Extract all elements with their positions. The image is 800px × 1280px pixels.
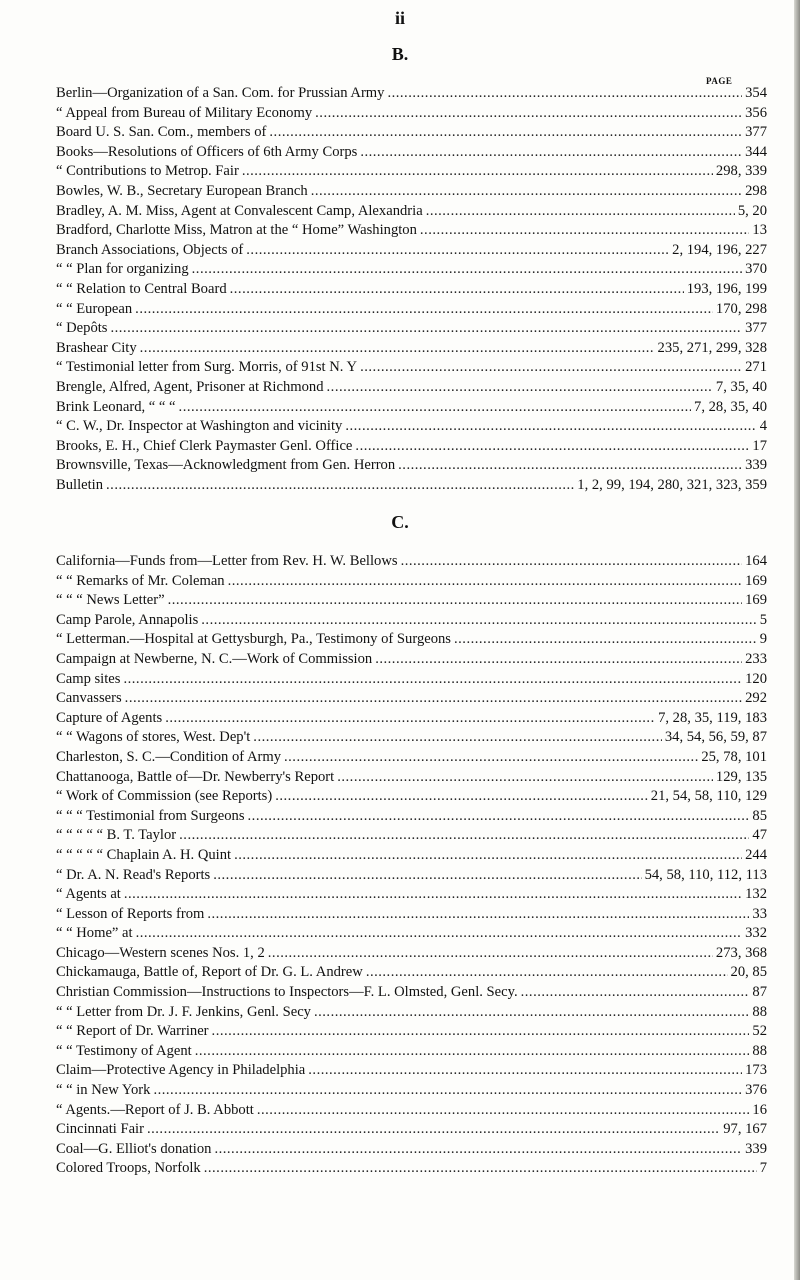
dot-leader — [153, 1081, 742, 1101]
index-section-b — [56, 84, 767, 495]
entry-text: Bowles, W. B., Secretary European Branch — [56, 182, 308, 199]
dot-leader — [269, 123, 742, 143]
dot-leader — [375, 650, 742, 670]
index-entry — [56, 84, 767, 104]
entry-text: “ Work of Commission (see Reports) — [56, 788, 273, 805]
entry-pages: 20, 85 — [730, 964, 767, 981]
entry-pages: 235, 271, 299, 328 — [657, 339, 767, 356]
index-entry — [56, 143, 767, 163]
entry-text: Brooks, E. H., Chief Clerk Paymaster Genl. Office — [56, 437, 353, 454]
entry-pages: 244 — [745, 846, 767, 863]
entry-text: Chickamauga, Battle of, Report of Dr. G. L. Andrew — [56, 964, 363, 981]
dot-leader — [454, 630, 757, 650]
entry-text: Camp Parole, Annapolis — [56, 611, 199, 628]
entry-text: “ “ Wagons of stores, West. Dep't — [56, 729, 251, 746]
dot-leader — [168, 591, 743, 611]
index-entry — [56, 300, 767, 320]
entry-text: “ Depôts — [56, 320, 108, 337]
entry-pages: 88 — [752, 1042, 767, 1059]
entry-pages: 7 — [759, 1160, 767, 1177]
index-entry — [56, 768, 767, 788]
entry-text: “ Dr. A. N. Read's Reports — [56, 866, 211, 883]
index-entry — [56, 963, 767, 983]
dot-leader — [248, 807, 750, 827]
dot-leader — [165, 709, 655, 729]
entry-pages: 169 — [745, 592, 767, 609]
dot-leader — [360, 143, 742, 163]
index-entry — [56, 260, 767, 280]
index-entry — [56, 846, 767, 866]
index-entry — [56, 748, 767, 768]
entry-text: “ C. W., Dr. Inspector at Washington and vicinity — [56, 418, 343, 435]
entry-pages: 16 — [752, 1101, 767, 1118]
entry-text: Brownsville, Texas—Acknowledgment from Gen. Herron — [56, 457, 396, 474]
section-heading-c: C. — [391, 512, 409, 532]
entry-text: “ “ “ “ “ B. T. Taylor — [56, 827, 177, 844]
entry-text: “ Lesson of Reports from — [56, 905, 205, 922]
entry-pages: 370 — [745, 261, 767, 278]
index-entry — [56, 591, 767, 611]
dot-leader — [136, 924, 743, 944]
entry-pages: 339 — [745, 457, 767, 474]
entry-text: “ “ “ “ “ Chaplain A. H. Quint — [56, 846, 232, 863]
dot-leader — [246, 241, 669, 261]
index-entry — [56, 417, 767, 437]
entry-text: Chicago—Western scenes Nos. 1, 2 — [56, 944, 265, 961]
entry-pages: 377 — [745, 124, 767, 141]
index-entry — [56, 709, 767, 729]
entry-text: Board U. S. San. Com., members of — [56, 124, 267, 141]
entry-pages: 120 — [745, 670, 767, 687]
entry-text: “ Agents at — [56, 886, 121, 903]
index-entry — [56, 456, 767, 476]
entry-pages: 292 — [745, 690, 767, 707]
entry-text: “ “ Letter from Dr. J. F. Jenkins, Genl. Secy — [56, 1003, 311, 1020]
dot-leader — [242, 162, 713, 182]
index-entry — [56, 807, 767, 827]
dot-leader — [207, 905, 749, 925]
entry-text: Books—Resolutions of Officers of 6th Army Corps — [56, 143, 358, 160]
entry-text: Camp sites — [56, 670, 121, 687]
index-entry — [56, 241, 767, 261]
dot-leader — [420, 221, 750, 241]
entry-pages: 193, 196, 199 — [686, 280, 767, 297]
entry-pages: 9 — [759, 631, 767, 648]
index-entry — [56, 826, 767, 846]
entry-pages: 4 — [759, 418, 767, 435]
index-entry — [56, 358, 767, 378]
dot-leader — [366, 963, 728, 983]
index-section-c — [56, 552, 767, 1179]
entry-pages: 1, 2, 99, 194, 280, 321, 323, 359 — [577, 476, 767, 493]
entry-pages: 173 — [745, 1062, 767, 1079]
entry-pages: 377 — [745, 320, 767, 337]
entry-text: “ Agents.—Report of J. B. Abbott — [56, 1101, 254, 1118]
dot-leader — [140, 339, 655, 359]
entry-pages: 170, 298 — [715, 300, 767, 317]
entry-pages: 7, 28, 35, 40 — [694, 398, 767, 415]
dot-leader — [314, 1003, 749, 1023]
dot-leader — [401, 552, 743, 572]
index-entry — [56, 1120, 767, 1140]
index-entry — [56, 1101, 767, 1121]
dot-leader — [284, 748, 698, 768]
entry-text: Capture of Agents — [56, 709, 163, 726]
entry-pages: 97, 167 — [723, 1121, 767, 1138]
dot-leader — [308, 1061, 742, 1081]
index-entry — [56, 670, 767, 690]
dot-leader — [345, 417, 756, 437]
entry-text: “ Contributions to Metrop. Fair — [56, 163, 239, 180]
index-entry — [56, 319, 767, 339]
dot-leader — [212, 1022, 750, 1042]
entry-text: “ “ Remarks of Mr. Coleman — [56, 572, 225, 589]
entry-pages: 21, 54, 58, 110, 129 — [650, 788, 767, 805]
entry-pages: 273, 368 — [715, 944, 767, 961]
entry-pages: 332 — [745, 925, 767, 942]
index-entry — [56, 162, 767, 182]
dot-leader — [124, 885, 742, 905]
entry-pages: 85 — [752, 807, 767, 824]
entry-text: “ “ Testimony of Agent — [56, 1042, 192, 1059]
dot-leader — [253, 728, 662, 748]
entry-text: “ Testimonial letter from Surg. Morris, of 91st N. Y — [56, 359, 358, 376]
entry-text: Chattanooga, Battle of—Dr. Newberry's Report — [56, 768, 335, 785]
index-entry — [56, 866, 767, 886]
entry-pages: 132 — [745, 886, 767, 903]
dot-leader — [315, 104, 742, 124]
entry-pages: 47 — [752, 827, 767, 844]
dot-leader — [213, 866, 641, 886]
dot-leader — [257, 1101, 750, 1121]
dot-leader — [125, 689, 742, 709]
entry-pages: 52 — [752, 1023, 767, 1040]
entry-text: “ Appeal from Bureau of Military Economy — [56, 104, 313, 121]
dot-leader — [337, 768, 713, 788]
index-entry — [56, 650, 767, 670]
dot-leader — [195, 1042, 750, 1062]
dot-leader — [106, 476, 574, 496]
entry-text: “ “ Relation to Central Board — [56, 280, 227, 297]
entry-pages: 2, 194, 196, 227 — [672, 241, 767, 258]
section-heading-b: B. — [391, 44, 409, 64]
entry-pages: 169 — [745, 572, 767, 589]
index-entry — [56, 104, 767, 124]
entry-pages: 233 — [745, 650, 767, 667]
index-entry — [56, 728, 767, 748]
entry-text: Bradford, Charlotte Miss, Matron at the “ Home” Washington — [56, 222, 417, 239]
dot-leader — [398, 456, 742, 476]
dot-leader — [228, 572, 743, 592]
index-entry — [56, 944, 767, 964]
entry-text: “ “ European — [56, 300, 133, 317]
entry-pages: 33 — [752, 905, 767, 922]
entry-pages: 88 — [752, 1003, 767, 1020]
index-entry — [56, 182, 767, 202]
entry-text: Branch Associations, Objects of — [56, 241, 244, 258]
index-entry — [56, 552, 767, 572]
entry-text: “ Letterman.—Hospital at Gettysburgh, Pa., Testimony of Surgeons — [56, 631, 451, 648]
entry-pages: 17 — [752, 437, 767, 454]
entry-text: Christian Commission—Instructions to Inspectors—F. L. Olmsted, Genl. Secy. — [56, 984, 518, 1001]
index-entry — [56, 630, 767, 650]
dot-leader — [179, 826, 749, 846]
index-entry — [56, 983, 767, 1003]
index-entry — [56, 1159, 767, 1179]
entry-pages: 271 — [745, 359, 767, 376]
entry-text: “ “ in New York — [56, 1082, 151, 1099]
entry-text: Bradley, A. M. Miss, Agent at Convalescent Camp, Alexandria — [56, 202, 423, 219]
entry-text: Brengle, Alfred, Agent, Prisoner at Richmond — [56, 378, 324, 395]
dot-leader — [110, 319, 742, 339]
index-entry — [56, 885, 767, 905]
dot-leader — [230, 280, 684, 300]
entry-pages: 7, 28, 35, 119, 183 — [658, 709, 767, 726]
index-entry — [56, 572, 767, 592]
dot-leader — [268, 944, 713, 964]
entry-text: “ “ “ News Letter” — [56, 592, 165, 609]
dot-leader — [521, 983, 750, 1003]
entry-pages: 298 — [745, 182, 767, 199]
index-entry — [56, 689, 767, 709]
index-entry — [56, 221, 767, 241]
page-column-label: PAGE — [706, 76, 733, 86]
entry-text: “ “ Home” at — [56, 925, 133, 942]
entry-text: Coal—G. Elliot's donation — [56, 1140, 212, 1157]
dot-leader — [360, 358, 742, 378]
dot-leader — [135, 300, 713, 320]
entry-pages: 164 — [745, 553, 767, 569]
index-entry — [56, 787, 767, 807]
index-entry — [56, 924, 767, 944]
index-entry — [56, 1022, 767, 1042]
entry-text: “ “ Report of Dr. Warriner — [56, 1023, 209, 1040]
dot-leader — [147, 1120, 720, 1140]
entry-pages: 13 — [752, 222, 767, 239]
entry-pages: 344 — [745, 143, 767, 160]
dot-leader — [327, 378, 713, 398]
entry-text: Brashear City — [56, 339, 137, 356]
dot-leader — [204, 1159, 757, 1179]
entry-pages: 5, 20 — [737, 202, 767, 219]
index-entry — [56, 611, 767, 631]
entry-pages: 339 — [745, 1140, 767, 1157]
entry-pages: 354 — [745, 85, 767, 101]
entry-text: Charleston, S. C.—Condition of Army — [56, 748, 281, 765]
entry-text: Bulletin — [56, 476, 104, 493]
dot-leader — [311, 182, 742, 202]
entry-pages: 54, 58, 110, 112, 113 — [644, 866, 767, 883]
page-number: ii — [394, 8, 405, 28]
index-entry — [56, 339, 767, 359]
index-entry — [56, 1003, 767, 1023]
entry-pages: 376 — [745, 1082, 767, 1099]
entry-pages: 87 — [752, 984, 767, 1001]
index-entry — [56, 476, 767, 496]
entry-text: Canvassers — [56, 690, 122, 707]
index-entry — [56, 123, 767, 143]
dot-leader — [355, 437, 749, 457]
entry-pages: 34, 54, 56, 59, 87 — [664, 729, 767, 746]
dot-leader — [192, 260, 742, 280]
dot-leader — [387, 84, 742, 104]
dot-leader — [426, 202, 735, 222]
dot-leader — [234, 846, 742, 866]
entry-pages: 129, 135 — [715, 768, 767, 785]
entry-text: “ “ “ Testimonial from Surgeons — [56, 807, 245, 824]
index-entry — [56, 280, 767, 300]
dot-leader — [214, 1140, 742, 1160]
entry-text: Brink Leonard, “ “ “ — [56, 398, 176, 415]
entry-text: Cincinnati Fair — [56, 1121, 144, 1138]
entry-text: “ “ Plan for organizing — [56, 261, 189, 278]
page-edge-shadow — [794, 0, 800, 1280]
index-entry — [56, 1061, 767, 1081]
entry-pages: 7, 35, 40 — [715, 378, 767, 395]
entry-text: California—Funds from—Letter from Rev. H. W. Bellows — [56, 553, 398, 569]
dot-leader — [123, 670, 742, 690]
index-entry — [56, 378, 767, 398]
dot-leader — [179, 398, 691, 418]
entry-text: Berlin—Organization of a San. Com. for Prussian Army — [56, 85, 385, 101]
entry-text: Colored Troops, Norfolk — [56, 1160, 201, 1177]
entry-text: Campaign at Newberne, N. C.—Work of Commission — [56, 650, 373, 667]
index-entry — [56, 1140, 767, 1160]
index-entry — [56, 437, 767, 457]
index-entry — [56, 1042, 767, 1062]
entry-pages: 5 — [759, 611, 767, 628]
index-entry — [56, 202, 767, 222]
entry-pages: 356 — [745, 104, 767, 121]
entry-pages: 298, 339 — [715, 163, 767, 180]
entry-pages: 25, 78, 101 — [701, 748, 767, 765]
index-entry — [56, 905, 767, 925]
entry-text: Claim—Protective Agency in Philadelphia — [56, 1062, 306, 1079]
dot-leader — [201, 611, 756, 631]
index-entry — [56, 1081, 767, 1101]
index-entry — [56, 398, 767, 418]
dot-leader — [275, 787, 648, 807]
